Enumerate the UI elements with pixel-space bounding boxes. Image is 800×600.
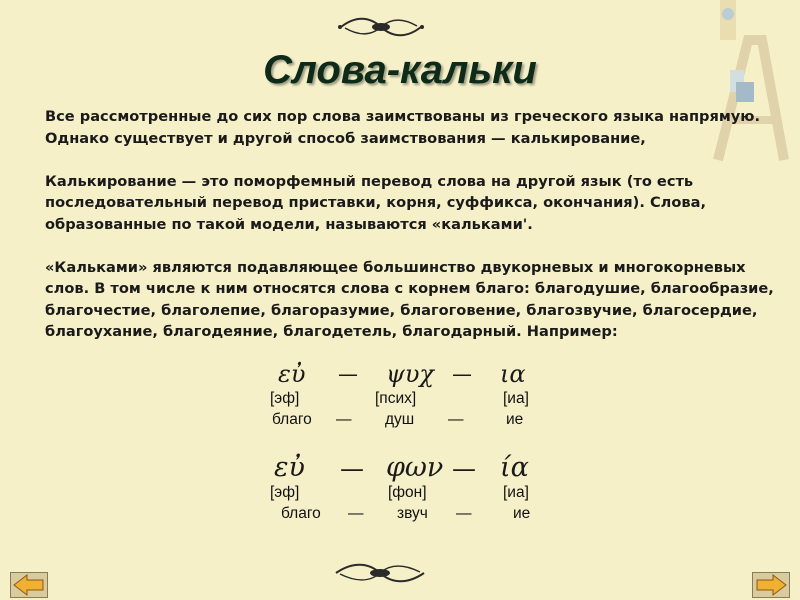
russian-dash: — — [456, 505, 472, 522]
russian-dash: — — [448, 411, 464, 428]
russian-dash: — — [348, 505, 364, 522]
paragraph: Калькирование — это поморфемный перевод слова на другой язык (то есть последовательный перевод приставки, корня, суффикса, окончания). Слова, образованные по такой модели, называются «кальками'. — [45, 172, 707, 233]
transliteration: [эф] — [270, 484, 300, 501]
ornament-top-icon — [335, 14, 427, 40]
russian-morpheme: ие — [513, 505, 531, 522]
greek-suffix: ία — [500, 452, 529, 483]
paragraph: «Кальками» являются подавляющее большинство двукорневых и многокорневых слов. В том числе к ним относятся слова с корнем благо: благодушие, благообразие, благочестие, благолепие, благоразумие, благоговение, благозвучие, благосердие, благоухание, благодеяние, благодетель, благодарный. Например: — [45, 258, 774, 340]
transliteration: [иа] — [503, 484, 529, 501]
transliteration: [эф] — [270, 390, 300, 407]
ornament-bottom-icon — [330, 560, 430, 586]
transliteration: [фон] — [388, 484, 427, 501]
page-title: Слова-кальки — [263, 48, 537, 92]
russian-morpheme: душ — [385, 411, 415, 428]
greek-root: φων — [386, 452, 444, 483]
russian-morpheme: ие — [506, 411, 524, 428]
greek-dash: — — [452, 362, 472, 386]
left-arrow-icon — [11, 573, 48, 598]
greek-root: ψυχ — [386, 360, 434, 388]
russian-morpheme: благо — [272, 411, 312, 428]
body-text — [45, 106, 780, 343]
transliteration: [псих] — [375, 390, 417, 407]
paragraph: Все рассмотренные до сих пор слова заимствованы из греческого языка напрямую. Однако существует и другой способ заимствования — калькирование, — [45, 108, 761, 147]
greek-dash: — — [340, 455, 364, 483]
right-arrow-icon — [753, 573, 790, 598]
greek-suffix: ια — [500, 360, 526, 388]
russian-dash: — — [336, 411, 352, 428]
greek-prefix: εὐ — [274, 452, 305, 483]
next-slide-button[interactable] — [752, 572, 790, 598]
prev-slide-button[interactable] — [10, 572, 48, 598]
greek-prefix: εὐ — [278, 360, 306, 388]
greek-dash: — — [452, 455, 476, 483]
russian-morpheme: благо — [281, 505, 321, 522]
russian-morpheme: звуч — [397, 505, 428, 522]
greek-dash: — — [338, 362, 358, 386]
transliteration: [иа] — [503, 390, 529, 407]
